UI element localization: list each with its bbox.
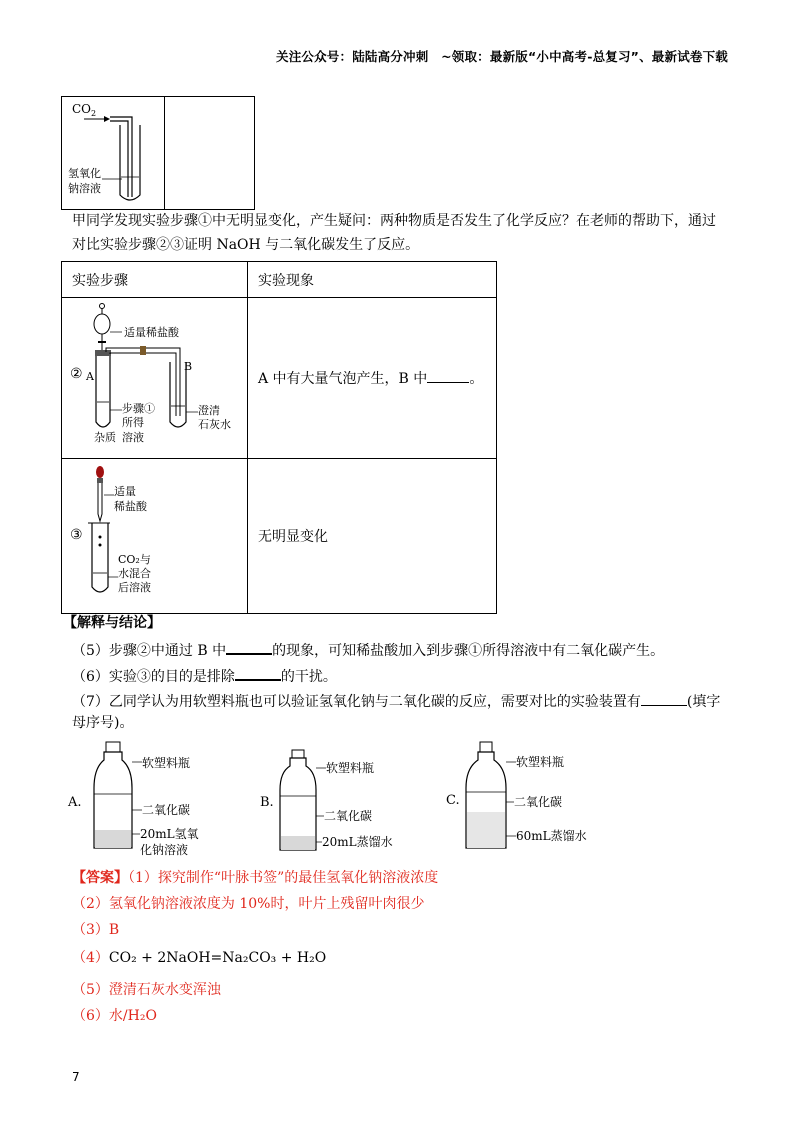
bottle-c-letter: C. — [446, 793, 460, 808]
tube-a-text-4: 溶液 — [122, 431, 144, 444]
bottle-a-mid: 二氧化碳 — [142, 803, 191, 817]
bottle-b-letter: B. — [260, 795, 274, 810]
answer-6: （6）水/H₂O — [72, 1008, 157, 1024]
bottle-b-mid: 二氧化碳 — [324, 809, 373, 823]
table-col-divider — [247, 262, 248, 613]
co2-label: $CO_2$ — [72, 102, 97, 118]
bottle-c-top: 软塑料瓶 — [516, 755, 565, 769]
answer-4: （4）CO₂ + 2NaOH=Na₂CO₃ + H₂O — [72, 950, 327, 966]
blank-q5 — [226, 639, 272, 655]
tube3-text-2: 水混合 — [118, 567, 151, 580]
answer-4-equation: CO₂ + 2NaOH=Na₂CO₃ + H₂O — [108, 950, 327, 966]
blank-q6 — [235, 665, 281, 681]
step3-number: ③ — [70, 527, 83, 543]
bottle-a-bot1: 20mL氢氧 — [140, 827, 199, 841]
bottle-b — [260, 750, 393, 850]
col-header-phenomena: 实验现象 — [258, 273, 314, 289]
answer-1: 【答案】（1）探究制作“叶脉书签”的最佳氢氧化钠溶液浓度 — [72, 870, 439, 886]
bottle-a-letter: A. — [68, 795, 82, 810]
naoh-label-1: 氢氧化 — [68, 167, 101, 180]
step3-apparatus — [62, 459, 247, 614]
bottle-c — [446, 742, 587, 848]
tube-a-text-1: 步骤① — [122, 402, 155, 415]
question-7-line-2: 母序号)。 — [72, 715, 134, 731]
bottle-b-bot1: 20mL蒸馏水 — [322, 835, 393, 849]
blank-q7 — [641, 691, 687, 706]
tube-b-text-1: 澄清 — [198, 404, 220, 417]
intro-line-1: 甲同学发现实验步骤①中无明显变化，产生疑问：两种物质是否发生了化学反应？在老师的帮助下，通过 — [72, 213, 716, 229]
question-6: （6）实验③的目的是排除 的干扰。 — [72, 665, 337, 687]
tube-a-text-3: 杂质 — [94, 431, 116, 444]
answer-3: （3）B — [72, 922, 120, 938]
step2-number: ② — [70, 366, 83, 382]
tube3-text-3: 后溶液 — [118, 581, 151, 594]
bottle-b-top: 软塑料瓶 — [326, 761, 375, 775]
tube-b-label: B — [184, 360, 193, 373]
funnel-label: 适量稀盐酸 — [124, 326, 179, 339]
naoh-label-2: 钠溶液 — [68, 182, 101, 195]
tube3-text-1: CO₂与 — [118, 553, 151, 566]
question-7: （7）乙同学认为用软塑料瓶也可以验证氢氧化钠与二氧化碳的反应，需要对比的实验装置有 (填字 — [72, 691, 720, 712]
col-header-steps: 实验步骤 — [72, 273, 128, 289]
step2-phenomenon: A 中有大量气泡产生，B 中 。 — [258, 368, 483, 388]
bottle-c-mid: 二氧化碳 — [514, 795, 563, 809]
answer-2: （2）氢氧化钠溶液浓度为 10%时，叶片上残留叶肉很少 — [72, 896, 425, 912]
dropper-label-1: 适量 — [114, 485, 136, 498]
bottle-a-top: 软塑料瓶 — [142, 756, 191, 770]
page-number: 7 — [72, 1070, 80, 1084]
answer-5: （5）澄清石灰水变浑浊 — [72, 982, 221, 998]
bottle-a-bot2: 化钠溶液 — [140, 843, 189, 857]
bottle-c-bot1: 60mL蒸馏水 — [516, 829, 587, 843]
figure-co2-naoh — [61, 96, 255, 210]
question-5: （5）步骤②中通过 B 中 的现象，可知稀盐酸加入到步骤①所得溶液中有二氧化碳产生。 — [72, 639, 664, 661]
tube-a-text-2: 所得 — [122, 416, 144, 429]
figure-divider — [164, 97, 165, 209]
bottles-figure — [60, 738, 760, 858]
experiment-table — [61, 261, 497, 614]
tube-b-text-2: 石灰水 — [198, 418, 231, 431]
page-header: 关注公众号：陆陆高分冲刺 ~领取：最新版“小中高考-总复习”、最新试卷下载 — [276, 49, 728, 64]
tube-a-label: A — [86, 370, 94, 383]
section-title: 【解释与结论】 — [63, 615, 161, 631]
answer-tag: 【答案】 — [72, 870, 128, 886]
co2-tube-diagram — [62, 97, 164, 209]
step2-apparatus — [62, 298, 247, 458]
intro-line-2: 对比实验步骤②③证明 NaOH 与二氧化碳发生了反应。 — [72, 237, 420, 253]
dropper-label-2: 稀盐酸 — [114, 500, 147, 513]
blank-step2 — [427, 368, 469, 383]
step3-phenomenon: 无明显变化 — [258, 529, 328, 545]
bottle-a — [67, 742, 199, 857]
